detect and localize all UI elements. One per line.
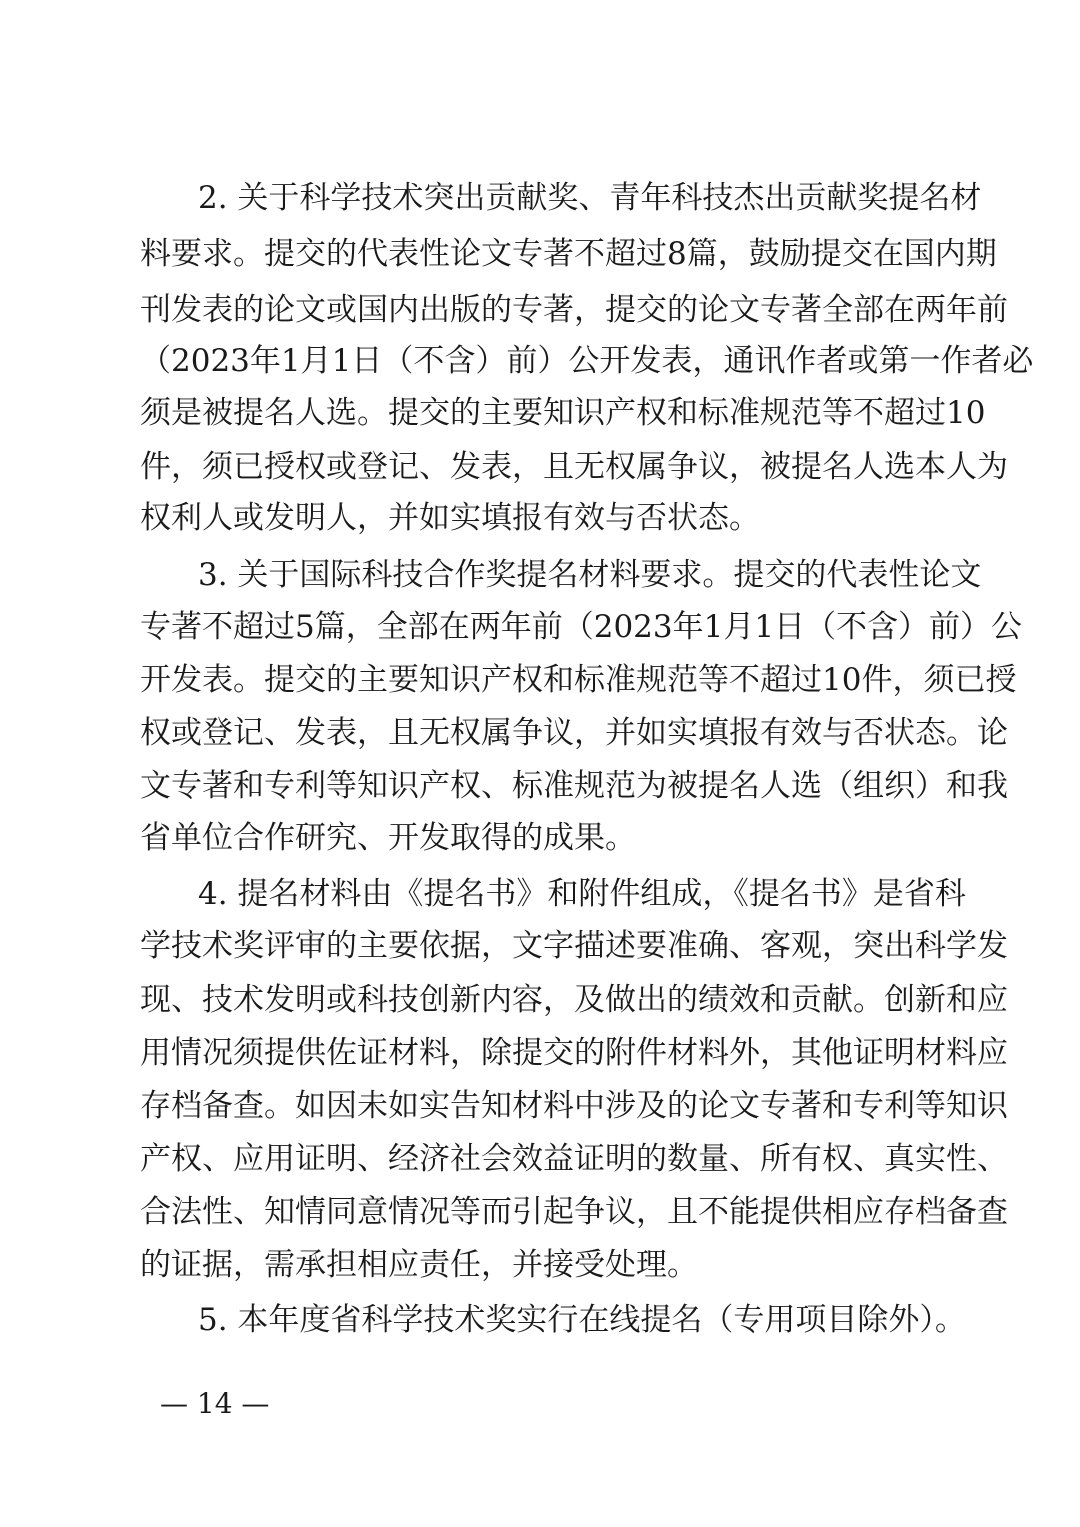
text-line: 5. 本年度省科学技术奖实行在线提名（专用项目除外）。	[198, 1302, 966, 1338]
text-line: 文专著和专利等知识产权、标准规范为被提名人选（组织）和我	[140, 768, 1008, 804]
text-line: 料要求。提交的代表性论文专著不超过8篇，鼓励提交在国内期	[140, 236, 997, 272]
text-line: 权或登记、发表，且无权属争议，并如实填报有效与否状态。论	[140, 715, 1008, 751]
text-line: 3. 关于国际科技合作奖提名材料要求。提交的代表性论文	[198, 557, 982, 593]
text-line: 产权、应用证明、经济社会效益证明的数量、所有权、真实性、	[140, 1141, 1008, 1177]
text-line: 件，须已授权或登记、发表，且无权属争议，被提名人选本人为	[140, 449, 1008, 485]
text-line: 用情况须提供佐证材料，除提交的附件材料外，其他证明材料应	[140, 1035, 1008, 1071]
text-line: 权利人或发明人，并如实填报有效与否状态。	[140, 500, 760, 536]
text-line: 学技术奖评审的主要依据，文字描述要准确、客观，突出科学发	[140, 928, 1008, 964]
text-line: 省单位合作研究、开发取得的成果。	[140, 820, 636, 856]
text-line: 专著不超过5篇，全部在两年前（2023年1月1日（不含）前）公	[140, 609, 1023, 645]
text-line: 合法性、知情同意情况等而引起争议，且不能提供相应存档备查	[140, 1194, 1008, 1230]
text-line: 现、技术发明或科技创新内容，及做出的绩效和贡献。创新和应	[140, 982, 1008, 1018]
text-line: 开发表。提交的主要知识产权和标准规范等不超过10件，须已授	[140, 662, 1017, 698]
text-line: 2. 关于科学技术突出贡献奖、青年科技杰出贡献奖提名材	[198, 180, 982, 216]
text-line: （2023年1月1日（不含）前）公开发表，通讯作者或第一作者必	[140, 343, 1034, 379]
text-line: 4. 提名材料由《提名书》和附件组成，《提名书》是省科	[198, 876, 966, 912]
text-line: 刊发表的论文或国内出版的专著，提交的论文专著全部在两年前	[140, 292, 1008, 328]
text-line: 须是被提名人选。提交的主要知识产权和标准规范等不超过10	[140, 395, 986, 431]
text-line: 存档备查。如因未如实告知材料中涉及的论文专著和专利等知识	[140, 1088, 1008, 1124]
page-number: — 14 —	[160, 1387, 270, 1420]
text-line: 的证据，需承担相应责任，并接受处理。	[140, 1247, 698, 1283]
